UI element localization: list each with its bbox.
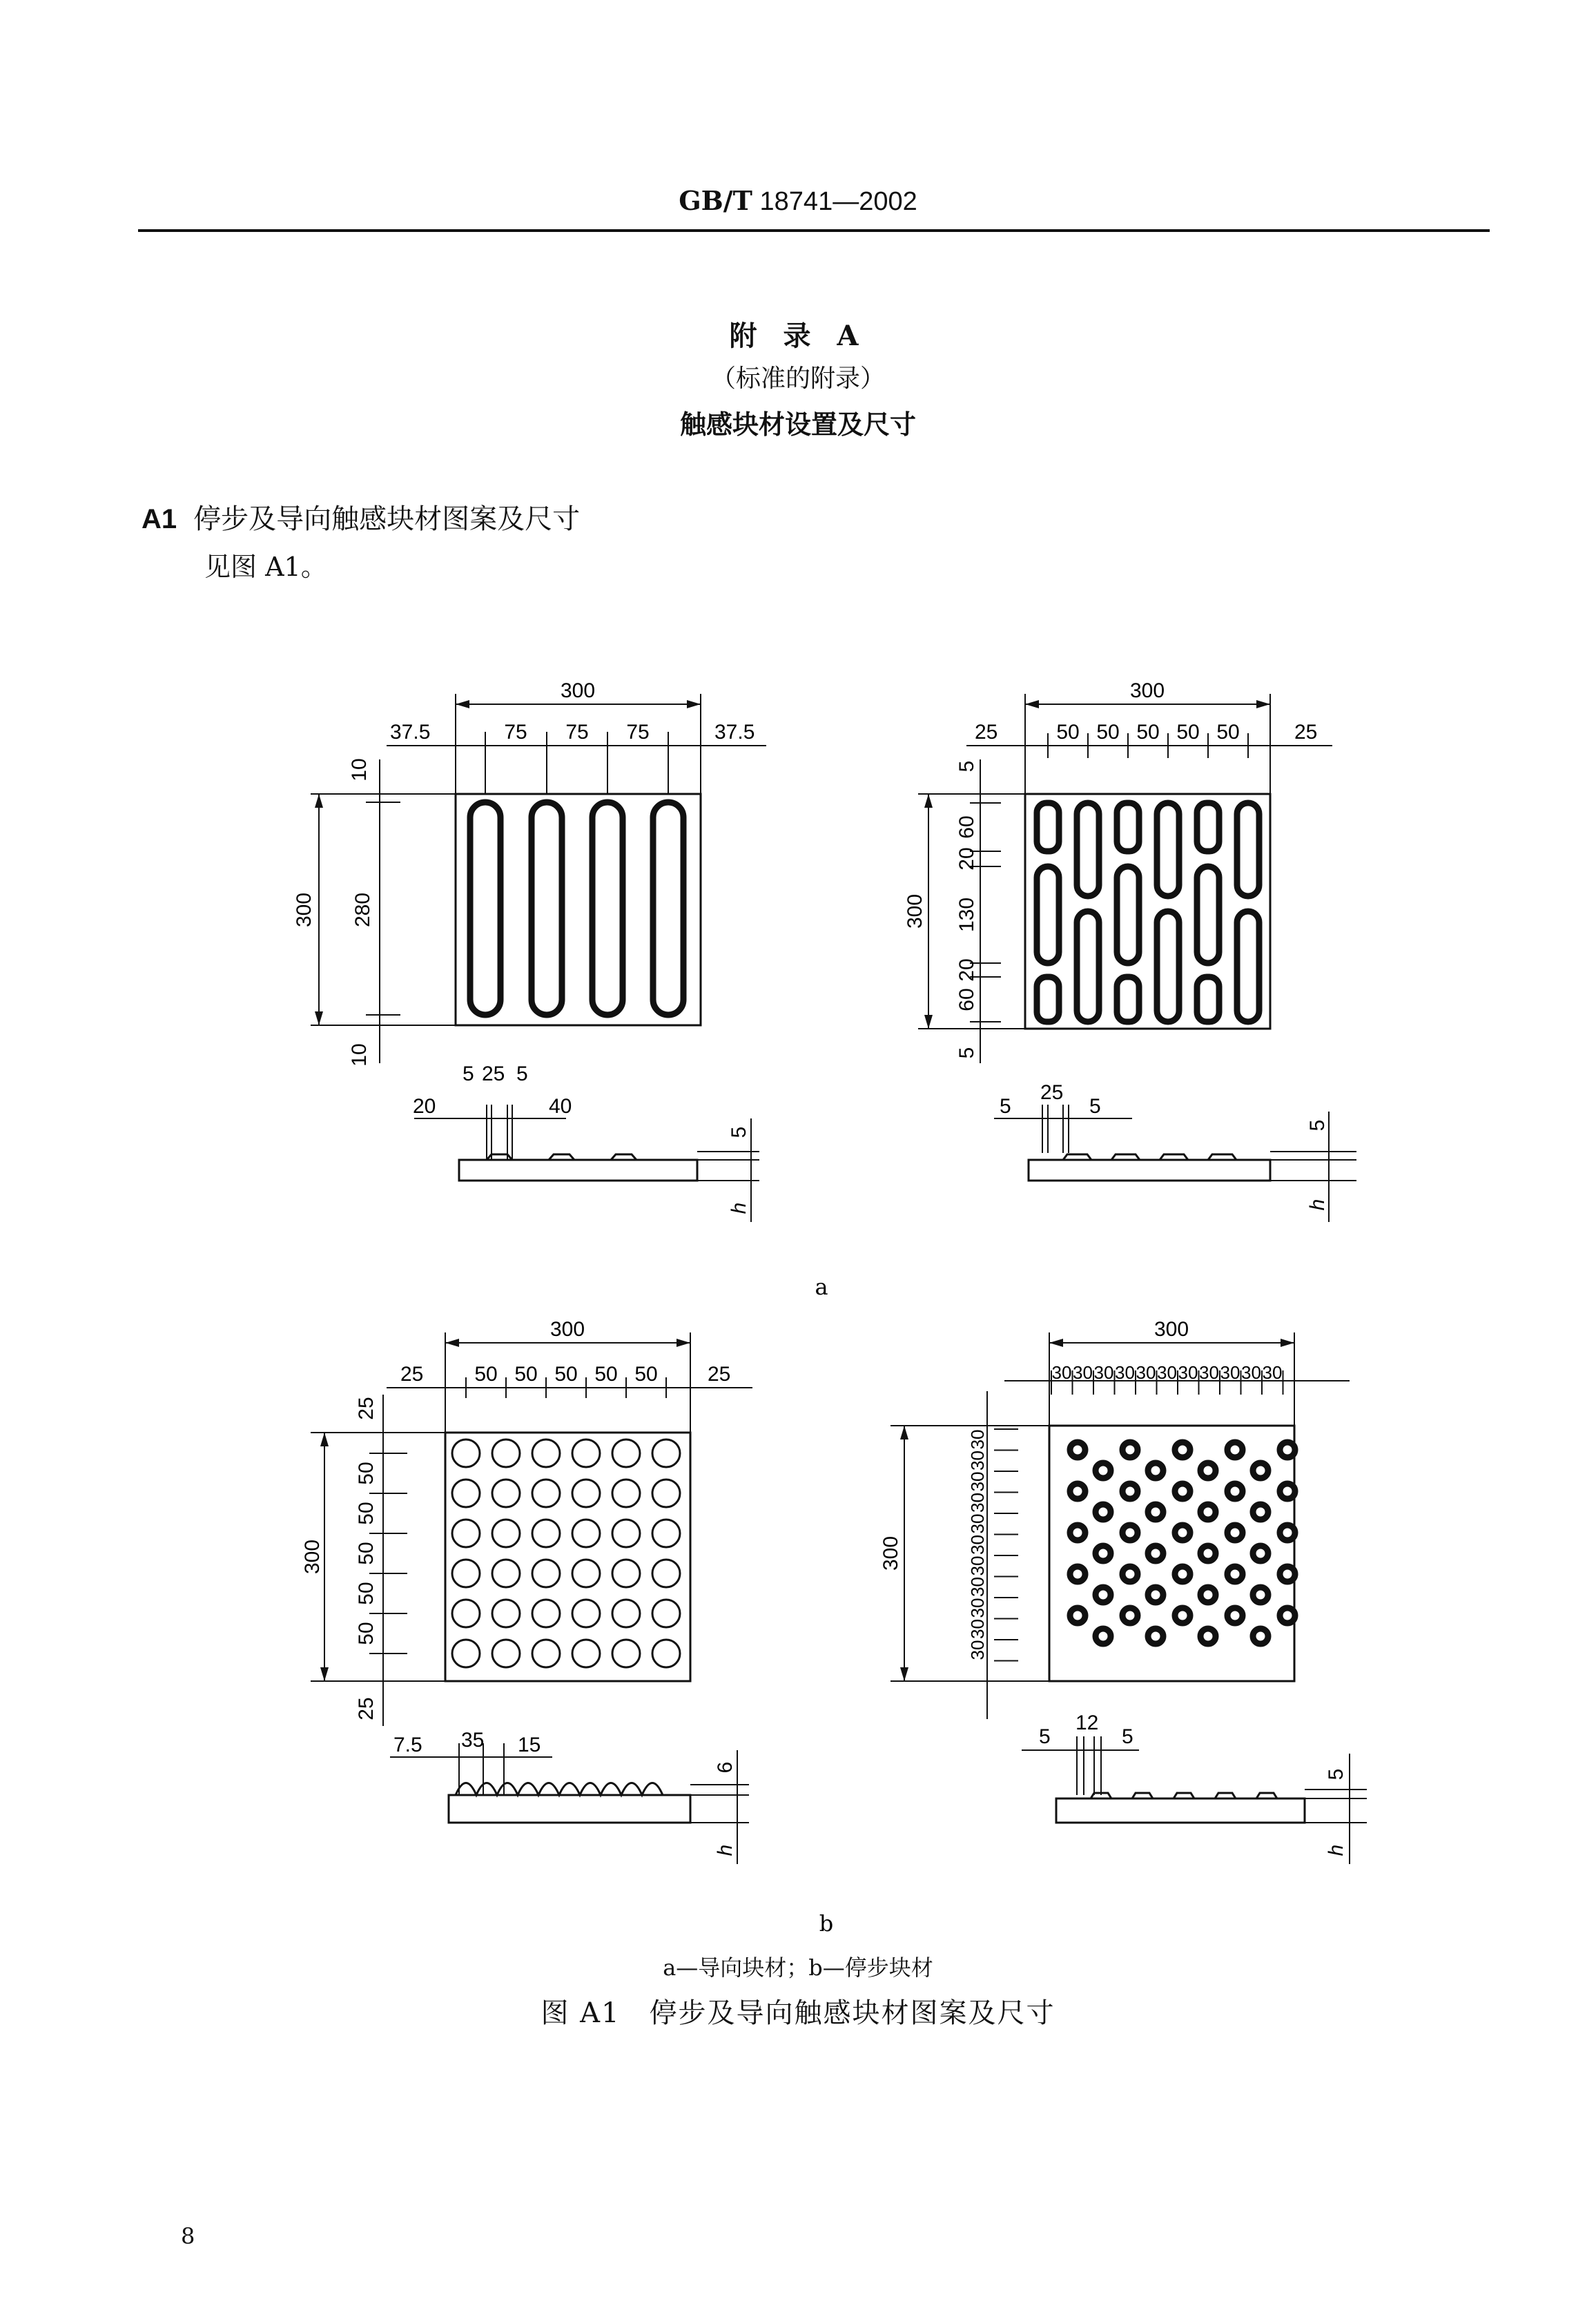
stop-ring: [1070, 1567, 1085, 1582]
stop-ring: [1253, 1504, 1268, 1520]
a2-sec-5a: 5: [1000, 1095, 1011, 1118]
b2-dim-30-top: 30: [1136, 1362, 1156, 1383]
subfigure-label-a: a: [815, 1274, 828, 1300]
a1-sec-5a: 5: [463, 1063, 474, 1085]
a2-sec-25: 25: [1040, 1081, 1064, 1104]
stop-ring: [1280, 1525, 1295, 1540]
a2-dim-5-bottom: 5: [955, 1047, 978, 1059]
stop-ring: [1253, 1463, 1268, 1478]
a1-sec-5h: 5: [728, 1126, 750, 1138]
b2-dim-30-top: 30: [1157, 1362, 1177, 1383]
stop-ring: [1227, 1484, 1243, 1499]
b1-sec-15: 15: [518, 1734, 541, 1756]
stop-circle: [572, 1480, 600, 1507]
stop-ring: [1096, 1504, 1111, 1520]
stop-ring: [1096, 1546, 1111, 1561]
figure-legend: a—导向块材；b—停步块材: [663, 1955, 933, 1981]
stop-circle: [452, 1520, 480, 1547]
a2-dim-25-right: 25: [1294, 721, 1318, 744]
stop-circle: [532, 1600, 560, 1627]
b1-dim-50-s3: 50: [355, 1542, 378, 1565]
b2-dim-30-side: 30: [967, 1640, 988, 1660]
a1-sec-h: h: [728, 1202, 750, 1214]
a1-dim-10-bottom: 10: [348, 1043, 371, 1067]
a2-sec-5h: 5: [1306, 1119, 1329, 1132]
a2-sec-5b: 5: [1089, 1095, 1101, 1118]
stop-ring: [1122, 1442, 1138, 1457]
section-title: 停步及导向触感块材图案及尺寸: [193, 503, 581, 535]
b2-dim-30-side: 30: [967, 1577, 988, 1597]
b1-dim-50-c: 50: [554, 1363, 578, 1386]
b1-dim-25-top: 25: [355, 1397, 378, 1420]
stop-ring: [1175, 1608, 1190, 1623]
stop-ring: [1096, 1587, 1111, 1602]
subfigure-label-b: b: [819, 1910, 834, 1937]
b1-dim-50-s1: 50: [355, 1462, 378, 1485]
figure-caption: 图 A1 停步及导向触感块材图案及尺寸: [541, 1997, 1055, 2029]
stop-circle: [452, 1640, 480, 1667]
b2-dim-30-side: 30: [967, 1471, 988, 1492]
stop-circle: [612, 1439, 640, 1467]
a2-dim-20-bottom: 20: [955, 958, 978, 982]
stop-circle: [612, 1560, 640, 1587]
stop-ring: [1200, 1587, 1216, 1602]
stop-ring: [1096, 1629, 1111, 1644]
stop-ring: [1175, 1525, 1190, 1540]
b2-dim-30-top: 30: [1115, 1362, 1135, 1383]
b2-dim-30-top: 30: [1220, 1362, 1240, 1383]
stop-circle: [452, 1439, 480, 1467]
a2-dim-60-bottom: 60: [955, 988, 978, 1011]
stop-circle: [572, 1560, 600, 1587]
section-text: 见图 A1。: [204, 552, 327, 582]
a1-dim-10-top: 10: [348, 758, 371, 782]
b2-dim-30-side: 30: [967, 1535, 988, 1555]
b2-dim-30-side: 30: [967, 1513, 988, 1534]
stop-circle: [532, 1640, 560, 1667]
a1-dim-37-5-right: 37.5: [714, 721, 755, 744]
a2-dim-50-e: 50: [1216, 721, 1240, 744]
stop-ring: [1253, 1587, 1268, 1602]
a2-dim-300-side: 300: [904, 893, 926, 929]
stop-ring: [1096, 1463, 1111, 1478]
stop-ring: [1122, 1567, 1138, 1582]
b1-sec-35: 35: [461, 1729, 485, 1752]
guide-tile-segments: [918, 694, 1356, 1222]
stop-circle: [572, 1600, 600, 1627]
b2-dim-30-top: 30: [1178, 1362, 1198, 1383]
a2-dim-25-left: 25: [975, 721, 998, 744]
b2-sec-5a: 5: [1039, 1725, 1051, 1748]
stop-circle: [652, 1439, 680, 1467]
stop-circle: [492, 1520, 520, 1547]
stop-circle: [572, 1640, 600, 1667]
stop-ring: [1227, 1442, 1243, 1457]
stop-circle: [652, 1520, 680, 1547]
b2-dim-30-top: 30: [1093, 1362, 1114, 1383]
a2-dim-5-top: 5: [955, 760, 978, 773]
b2-dim-30-top: 30: [1073, 1362, 1093, 1383]
stop-circle: [492, 1640, 520, 1667]
b2-sec-5h: 5: [1325, 1768, 1347, 1781]
stop-ring: [1148, 1587, 1163, 1602]
a1-sec-25: 25: [482, 1063, 505, 1085]
a2-sec-h: h: [1306, 1199, 1329, 1211]
stop-circle: [612, 1640, 640, 1667]
stop-circle: [572, 1520, 600, 1547]
b1-dim-50-s2: 50: [355, 1502, 378, 1525]
stop-circle: [452, 1560, 480, 1587]
stop-ring: [1280, 1484, 1295, 1499]
b1-dim-50-s4: 50: [355, 1582, 378, 1605]
a2-dim-50-d: 50: [1176, 721, 1200, 744]
stop-ring: [1200, 1504, 1216, 1520]
stop-ring: [1070, 1608, 1085, 1623]
stop-ring: [1148, 1504, 1163, 1520]
stop-ring: [1280, 1567, 1295, 1582]
stop-circle: [492, 1439, 520, 1467]
stop-circle: [452, 1600, 480, 1627]
stop-circle: [612, 1600, 640, 1627]
stop-circle: [532, 1560, 560, 1587]
a1-dim-75: 75: [504, 721, 527, 744]
b2-dim-30-side: 30: [967, 1598, 988, 1618]
stop-ring: [1200, 1463, 1216, 1478]
stop-ring: [1227, 1567, 1243, 1582]
stop-ring: [1148, 1463, 1163, 1478]
a2-dim-20-top: 20: [955, 847, 978, 871]
b1-sec-h: h: [714, 1844, 737, 1856]
b1-sec-6: 6: [714, 1761, 737, 1774]
stop-circle: [492, 1600, 520, 1627]
appendix-title: 附 录 A: [729, 320, 867, 352]
guide-tile-bars: [311, 694, 766, 1222]
stop-circle: [612, 1520, 640, 1547]
section-number: A1: [142, 504, 177, 534]
b1-dim-50-d: 50: [594, 1363, 618, 1386]
b2-dim-30-top: 30: [1241, 1362, 1261, 1383]
stop-circle: [452, 1480, 480, 1507]
b1-dim-300-top: 300: [549, 1318, 585, 1341]
a2-dim-50-b: 50: [1096, 721, 1120, 744]
b2-dim-30-side: 30: [967, 1619, 988, 1639]
stop-circle: [532, 1480, 560, 1507]
standard-code: GB/T: [679, 185, 752, 216]
stop-ring: [1280, 1608, 1295, 1623]
a2-dim-60-top: 60: [955, 815, 978, 839]
b1-dim-25-bottom: 25: [355, 1697, 378, 1720]
standard-number: 18741—2002: [759, 187, 917, 216]
stop-ring: [1280, 1442, 1295, 1457]
b2-dim-30-side: 30: [967, 1555, 988, 1576]
stop-circle: [572, 1439, 600, 1467]
b2-dim-30-side: 30: [967, 1429, 988, 1450]
b2-sec-5b: 5: [1122, 1725, 1133, 1748]
b2-sec-h: h: [1325, 1844, 1347, 1856]
b2-dim-30-side: 30: [967, 1493, 988, 1513]
stop-circle: [532, 1520, 560, 1547]
a1-dim-300-top: 300: [560, 679, 596, 702]
stop-ring: [1148, 1546, 1163, 1561]
appendix-subtitle: （标准的附录）: [710, 365, 885, 393]
a1-dim-75-c: 75: [626, 721, 650, 744]
a1-dim-300-side: 300: [293, 892, 315, 928]
stop-ring: [1122, 1608, 1138, 1623]
a1-sec-5b: 5: [516, 1063, 528, 1085]
b1-dim-50-a: 50: [474, 1363, 498, 1386]
a1-dim-75-b: 75: [565, 721, 589, 744]
stop-ring: [1227, 1525, 1243, 1540]
stop-tile-rings: [891, 1332, 1367, 1864]
b2-dim-30-top: 30: [1199, 1362, 1219, 1383]
stop-ring: [1122, 1525, 1138, 1540]
stop-ring: [1148, 1629, 1163, 1644]
stop-ring: [1070, 1442, 1085, 1457]
a2-dim-130: 130: [955, 897, 978, 933]
b2-sec-12: 12: [1076, 1711, 1099, 1734]
a2-dim-50-a: 50: [1056, 721, 1080, 744]
b2-dim-30-top: 30: [1051, 1362, 1072, 1383]
b2-dim-30-top: 30: [1262, 1362, 1283, 1383]
a1-dim-280: 280: [351, 892, 374, 928]
stop-ring: [1227, 1608, 1243, 1623]
stop-circle: [612, 1480, 640, 1507]
appendix-heading: 触感块材设置及尺寸: [679, 409, 916, 440]
stop-circle: [652, 1480, 680, 1507]
stop-circle: [532, 1439, 560, 1467]
stop-ring: [1200, 1546, 1216, 1561]
stop-ring: [1175, 1442, 1190, 1457]
b1-dim-50-e: 50: [634, 1363, 658, 1386]
b1-dim-300-side: 300: [301, 1539, 324, 1575]
stop-ring: [1070, 1525, 1085, 1540]
a2-dim-300-top: 300: [1129, 679, 1165, 702]
b2-dim-300-top: 300: [1154, 1318, 1189, 1341]
b1-dim-50-b: 50: [514, 1363, 538, 1386]
b1-dim-50-s5: 50: [355, 1622, 378, 1645]
b2-dim-300-side: 300: [879, 1535, 902, 1571]
stop-circle: [492, 1560, 520, 1587]
stop-circle: [652, 1640, 680, 1667]
stop-ring: [1175, 1484, 1190, 1499]
b1-dim-25-left: 25: [400, 1363, 424, 1386]
stop-ring: [1122, 1484, 1138, 1499]
stop-ring: [1070, 1484, 1085, 1499]
stop-circle: [652, 1600, 680, 1627]
b2-dim-30-side: 30: [967, 1451, 988, 1471]
a1-sec-40: 40: [549, 1095, 572, 1118]
stop-ring: [1253, 1546, 1268, 1561]
stop-ring: [1253, 1629, 1268, 1644]
b1-sec-7-5: 7.5: [393, 1734, 422, 1756]
stop-circle: [652, 1560, 680, 1587]
stop-ring: [1200, 1629, 1216, 1644]
a2-dim-50-c: 50: [1136, 721, 1160, 744]
b1-dim-25-right: 25: [708, 1363, 731, 1386]
stop-ring: [1175, 1567, 1190, 1582]
a1-dim-37-5-left: 37.5: [390, 721, 431, 744]
page-number: 8: [181, 2223, 195, 2249]
a1-sec-20: 20: [413, 1095, 436, 1118]
stop-circle: [492, 1480, 520, 1507]
